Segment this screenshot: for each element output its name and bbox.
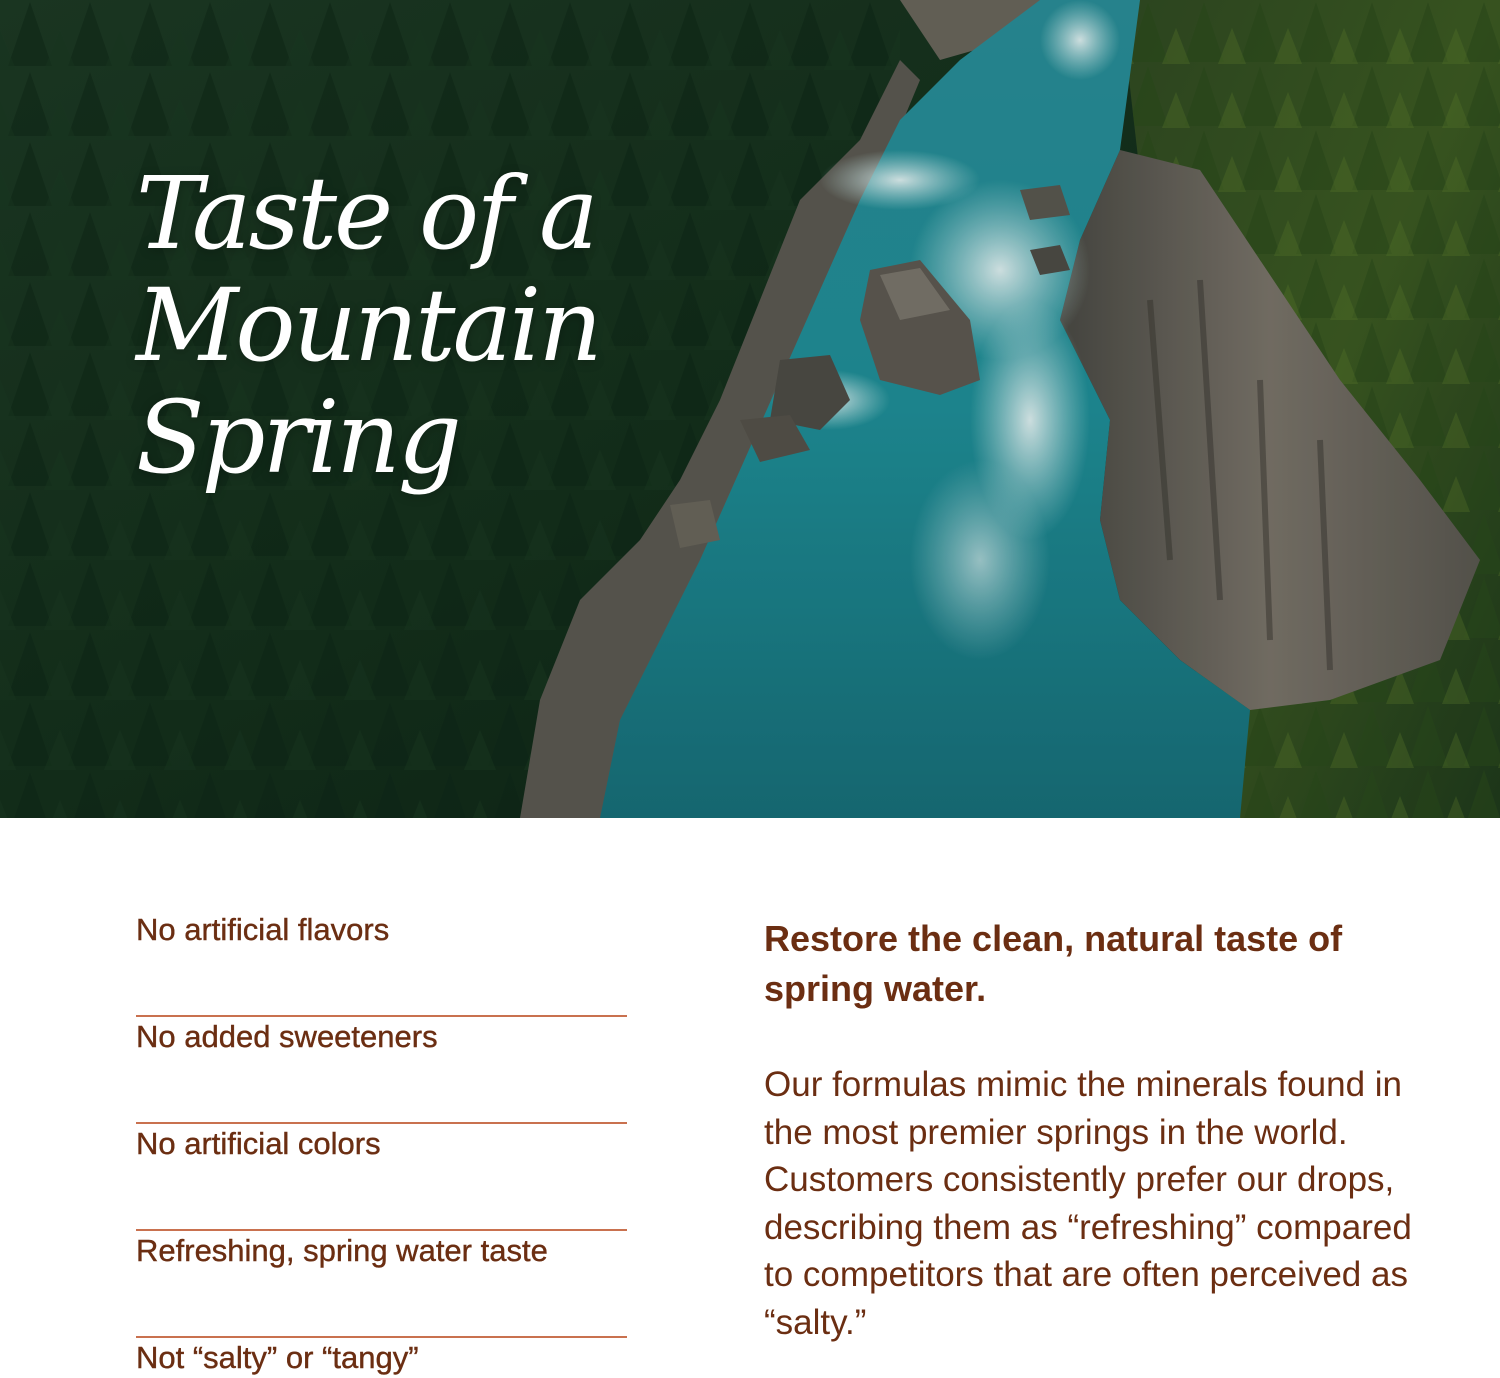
feature-item: Not “salty” or “tangy” (136, 1340, 419, 1375)
hero-title-line: Taste of a (136, 155, 596, 272)
feature-item: No artificial colors (136, 1124, 627, 1231)
feature-item: Refreshing, spring water taste (136, 1231, 627, 1338)
description-headline: Restore the clean, natural taste of spring water. (764, 918, 1343, 1009)
description-body: Our formulas mimic the minerals found in the most premier springs in the world. Customers consistently prefer our drops, describing them as “refreshing” compared to competitors that are often perceived as “salty.” (764, 1065, 1412, 1342)
feature-item: No artificial flavors (136, 910, 627, 1017)
hero-title-line: Spring (136, 379, 459, 496)
feature-list (136, 910, 627, 1378)
hero-title (136, 155, 696, 496)
hero-title-line: Mountain (136, 267, 600, 384)
feature-item: No added sweeteners (136, 1017, 627, 1124)
content-section (0, 818, 1500, 1378)
